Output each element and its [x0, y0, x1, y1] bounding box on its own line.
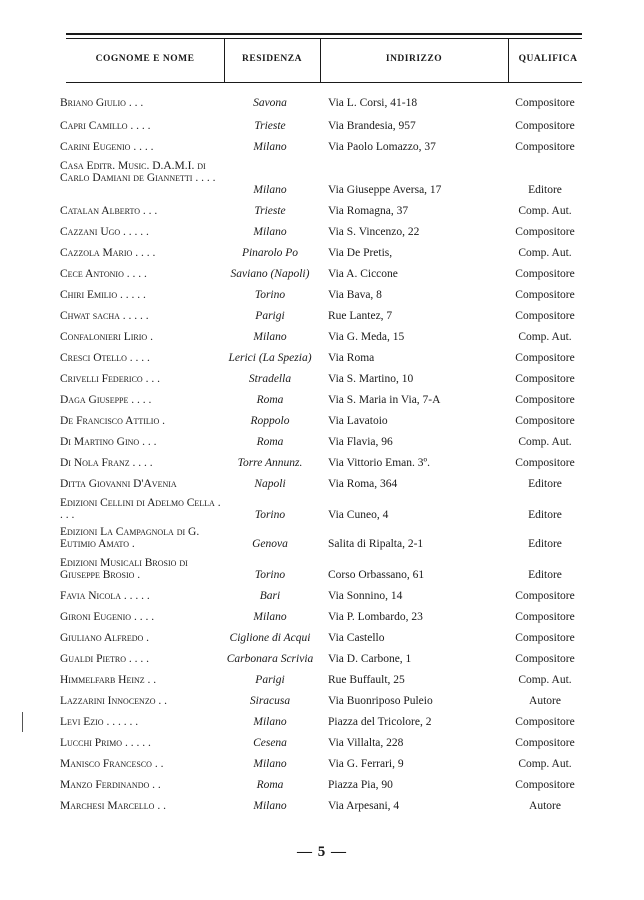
entry-address: Via Roma	[328, 352, 375, 364]
entry-name: Lazzarini Innocenzo . .	[60, 695, 167, 707]
entry-qualification: Autore	[529, 695, 561, 707]
entry-address: Via S. Vincenzo, 22	[328, 226, 420, 238]
entry-residence: Bari	[259, 590, 281, 602]
entry-qualification: Compositore	[515, 415, 575, 427]
entry-address: Via Flavia, 96	[328, 436, 393, 448]
header-address: INDIRIZZO	[385, 54, 443, 64]
entry-name: Cece Antonio . . . .	[60, 268, 147, 280]
entry-address: Rue Buffault, 25	[328, 674, 405, 686]
entry-qualification: Compositore	[515, 120, 575, 132]
entry-address: Via Arpesani, 4	[328, 800, 400, 812]
entry-residence: Milano	[253, 758, 287, 770]
entry-address: Via Romagna, 37	[328, 205, 409, 217]
entry-residence: Trieste	[254, 205, 286, 217]
entry-residence: Milano	[253, 716, 287, 728]
entry-address: Via Bava, 8	[328, 289, 382, 301]
entry-name: Carini Eugenio . . . .	[60, 141, 154, 153]
entry-residence: Parigi	[255, 674, 285, 686]
entry-address: Via Buonriposo Puleio	[328, 695, 433, 707]
entry-address: Via Castello	[328, 632, 385, 644]
entry-qualification: Comp. Aut.	[518, 247, 572, 259]
entry-residence: Torino	[254, 289, 286, 301]
entry-address: Via De Pretis,	[328, 247, 393, 259]
header-bottom-rule	[66, 82, 582, 83]
entry-name: Briano Giulio . . .	[60, 97, 144, 109]
entry-residence: Milano	[253, 184, 287, 196]
entry-name: Favia Nicola . . . . .	[60, 590, 150, 602]
entry-residence: Torino	[254, 569, 286, 581]
entry-name: Manisco Francesco . .	[60, 758, 164, 770]
entry-qualification: Compositore	[515, 289, 575, 301]
entry-qualification: Compositore	[515, 352, 575, 364]
entry-qualification: Editore	[528, 478, 562, 490]
entry-name: Lucchi Primo . . . . .	[60, 737, 151, 749]
entry-address: Corso Orbassano, 61	[328, 569, 425, 581]
entry-name: Di Nola Franz . . . .	[60, 457, 153, 469]
entry-address: Via Paolo Lomazzo, 37	[328, 141, 436, 153]
entry-address: Via A. Ciccone	[328, 268, 398, 280]
entry-name: Confalonieri Lirio .	[60, 331, 153, 343]
entry-residence: Milano	[253, 331, 287, 343]
entry-address: Via G. Ferrari, 9	[328, 758, 404, 770]
entry-residence: Ciglione di Acqui	[229, 632, 311, 644]
entry-address: Via S. Maria in Via, 7-A	[328, 394, 441, 406]
entry-address: Via G. Meda, 15	[328, 331, 405, 343]
entry-residence: Savona	[253, 97, 287, 109]
entry-qualification: Compositore	[515, 141, 575, 153]
entry-address: Via L. Corsi, 41-18	[328, 97, 418, 109]
entry-qualification: Compositore	[515, 779, 575, 791]
entry-name: Edizioni La Campagnola di G. Eutimio Amato .	[60, 526, 200, 550]
entry-address: Via P. Lombardo, 23	[328, 611, 423, 623]
entry-address: Piazza Pia, 90	[328, 779, 393, 791]
entry-address: Salita di Ripalta, 2-1	[328, 538, 424, 550]
entry-residence: Roma	[256, 779, 284, 791]
entry-residence: Roma	[256, 394, 284, 406]
entry-qualification: Compositore	[515, 737, 575, 749]
entry-qualification: Editore	[528, 538, 562, 550]
entry-qualification: Compositore	[515, 716, 575, 728]
entry-name: Edizioni Musicali Brosio di Giuseppe Brosio .	[60, 557, 188, 581]
entry-address: Via S. Martino, 10	[328, 373, 414, 385]
entry-residence: Siracusa	[249, 695, 291, 707]
entry-qualification: Compositore	[515, 611, 575, 623]
entry-address: Via Giuseppe Aversa, 17	[328, 184, 442, 196]
entry-address: Piazza del Tricolore, 2	[328, 716, 432, 728]
entry-qualification: Autore	[529, 800, 561, 812]
entry-name: Di Martino Gino . . .	[60, 436, 157, 448]
top-thick-rule	[66, 33, 582, 35]
top-thin-rule	[66, 38, 582, 39]
entry-qualification: Compositore	[515, 590, 575, 602]
entry-name: Cresci Otello . . . .	[60, 352, 150, 364]
entry-qualification: Compositore	[515, 653, 575, 665]
entry-name: Manzo Ferdinando . .	[60, 779, 161, 791]
entry-qualification: Compositore	[515, 394, 575, 406]
entry-residence: Milano	[253, 611, 287, 623]
entry-qualification: Editore	[528, 569, 562, 581]
entry-address: Via Brandesia, 957	[328, 120, 416, 132]
entry-name: Himmelfarb Heinz . .	[60, 674, 157, 686]
entry-residence: Genova	[252, 538, 288, 550]
entry-residence: Parigi	[255, 310, 285, 322]
entry-qualification: Compositore	[515, 268, 575, 280]
header-name: COGNOME E NOME	[95, 54, 195, 64]
entry-residence: Roma	[256, 436, 284, 448]
entry-residence: Torino	[254, 509, 286, 521]
entry-name: Edizioni Cellini di Adelmo Cella . . . .	[60, 497, 221, 521]
entry-qualification: Editore	[528, 509, 562, 521]
entry-name: Catalan Alberto . . .	[60, 205, 158, 217]
entry-name: Cazzani Ugo . . . . .	[60, 226, 149, 238]
entry-address: Via D. Carbone, 1	[328, 653, 412, 665]
entry-name: Gualdi Pietro . . . .	[60, 653, 150, 665]
entry-residence: Milano	[253, 800, 287, 812]
entry-name: De Francisco Attilio .	[60, 415, 165, 427]
entry-address: Rue Lantez, 7	[328, 310, 393, 322]
header-qualification: QUALIFICA	[518, 54, 578, 64]
entry-qualification: Compositore	[515, 226, 575, 238]
entry-name: Levi Ezio . . . . . .	[60, 716, 139, 728]
entry-residence: Torre Annunz.	[237, 457, 303, 469]
entry-name: Ditta Giovanni D'Avenia	[60, 478, 177, 490]
entry-address: Via Sonnino, 14	[328, 590, 403, 602]
entry-residence: Saviano (Napoli)	[230, 268, 310, 280]
entry-residence: Roppolo	[250, 415, 290, 427]
entry-residence: Napoli	[254, 478, 286, 490]
entry-residence: Milano	[253, 226, 287, 238]
entry-qualification: Comp. Aut.	[518, 758, 572, 770]
header-residence: RESIDENZA	[242, 54, 302, 64]
entry-name: Gironi Eugenio . . . .	[60, 611, 155, 623]
entry-residence: Lerici (La Spezia)	[228, 352, 312, 364]
entry-name: Marchesi Marcello . .	[60, 800, 166, 812]
entry-residence: Pinarolo Po	[241, 247, 299, 259]
margin-mark	[22, 712, 23, 732]
entry-address: Via Lavatoio	[328, 415, 388, 427]
entry-residence: Stradella	[248, 373, 292, 385]
entry-qualification: Comp. Aut.	[518, 205, 572, 217]
entry-name: Capri Camillo . . . .	[60, 120, 151, 132]
entry-qualification: Compositore	[515, 310, 575, 322]
entry-name: Daga Giuseppe . . . .	[60, 394, 152, 406]
entry-residence: Carbonara Scrivia	[226, 653, 314, 665]
entry-name: Casa Editr. Music. D.A.M.I. di Carlo Damiani de Giannetti . . . .	[60, 160, 216, 184]
entry-address: Via Cuneo, 4	[328, 509, 389, 521]
entry-name: Cazzola Mario . . . .	[60, 247, 156, 259]
entry-name: Giuliano Alfredo .	[60, 632, 150, 644]
entry-qualification: Compositore	[515, 373, 575, 385]
entry-residence: Trieste	[254, 120, 286, 132]
entry-qualification: Comp. Aut.	[518, 674, 572, 686]
entry-address: Via Villalta, 228	[328, 737, 404, 749]
entry-name: Chwat sacha . . . . .	[60, 310, 149, 322]
entry-qualification: Compositore	[515, 97, 575, 109]
entry-qualification: Comp. Aut.	[518, 436, 572, 448]
entry-qualification: Comp. Aut.	[518, 331, 572, 343]
entry-qualification: Compositore	[515, 632, 575, 644]
entry-name: Chiri Emilio . . . . .	[60, 289, 146, 301]
entry-residence: Milano	[253, 141, 287, 153]
entry-name: Crivelli Federico . . .	[60, 373, 160, 385]
entry-residence: Cesena	[253, 737, 287, 749]
entry-address: Via Vittorio Eman. 3º.	[328, 457, 430, 469]
entry-qualification: Editore	[528, 184, 562, 196]
entry-qualification: Compositore	[515, 457, 575, 469]
entry-address: Via Roma, 364	[328, 478, 398, 490]
page-number: — 5 —	[297, 844, 347, 860]
